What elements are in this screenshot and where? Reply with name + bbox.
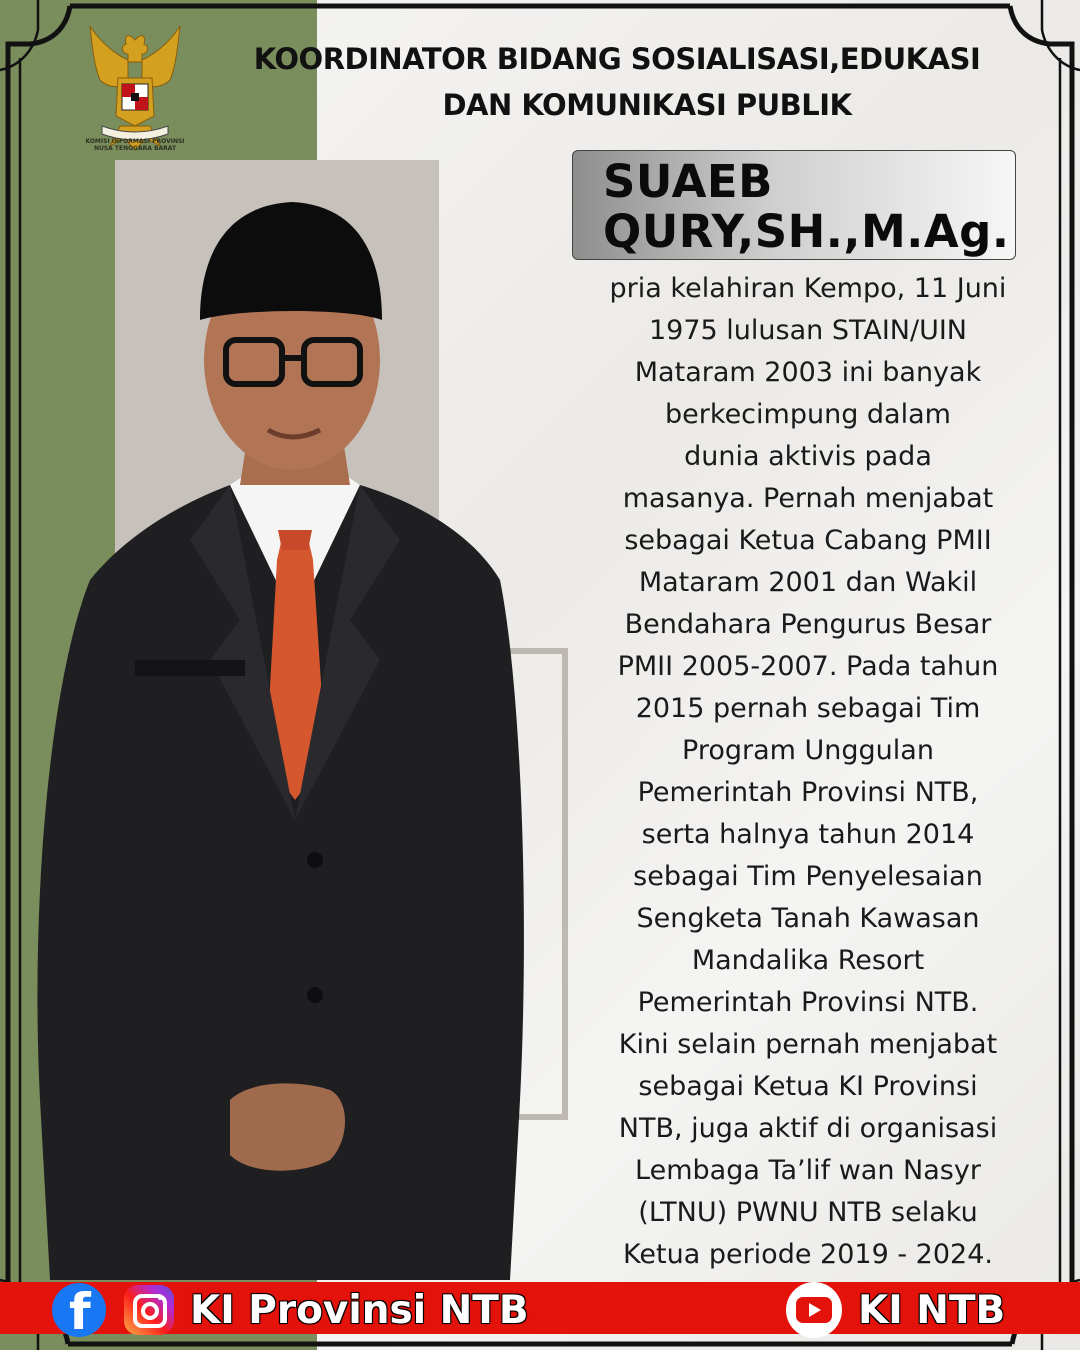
- portrait-photo: [30, 200, 550, 1280]
- bio-line: 1975 lulusan STAIN/UIN: [648, 315, 967, 346]
- emblem-caption: [70, 138, 200, 152]
- bio-line: Sengketa Tanah Kawasan: [636, 903, 980, 934]
- bio-line: berkecimpung dalam: [665, 399, 951, 430]
- bio-line: sebagai Ketua KI Provinsi: [638, 1071, 978, 1102]
- position-title-line1: KOORDINATOR BIDANG SOSIALISASI,EDUKASI: [253, 42, 981, 76]
- bio-line: 2015 pernah sebagai Tim: [635, 693, 981, 724]
- bio-line: sebagai Tim Penyelesaian: [633, 861, 983, 892]
- bio-line: Mandalika Resort: [691, 945, 925, 976]
- footer-youtube-group: [786, 1284, 1005, 1336]
- bio-line: serta halnya tahun 2014: [641, 819, 975, 850]
- biography-text: [596, 268, 1020, 1276]
- youtube-channel-label[interactable]: KI NTB: [858, 1287, 1006, 1333]
- name-box: [572, 150, 1016, 260]
- bio-line: Lembaga Ta’lif wan Nasyr: [635, 1155, 981, 1186]
- bio-line: NTB, juga aktif di organisasi: [618, 1113, 998, 1144]
- bio-line: Pemerintah Provinsi NTB,: [637, 777, 979, 808]
- name-line2: QURY,SH.,M.Ag.: [603, 205, 1010, 258]
- bio-line: sebagai Ketua Cabang PMII: [624, 525, 992, 556]
- footer-social-group: [52, 1283, 529, 1341]
- bio-line: Mataram 2001 dan Wakil: [638, 567, 978, 598]
- garuda-emblem-icon: [80, 22, 190, 157]
- bio-line: pria kelahiran Kempo, 11 Juni: [609, 273, 1007, 304]
- name-line1: SUAEB: [603, 155, 773, 208]
- bio-line: PMII 2005-2007. Pada tahun: [617, 651, 999, 682]
- youtube-icon[interactable]: [786, 1282, 842, 1338]
- bio-line: Program Unggulan: [682, 735, 934, 766]
- bio-line: (LTNU) PWNU NTB selaku: [638, 1197, 978, 1228]
- instagram-icon[interactable]: [124, 1285, 174, 1335]
- emblem-caption-line2: NUSA TENGGARA BARAT: [93, 145, 177, 152]
- bio-line: dunia aktivis pada: [684, 441, 932, 472]
- bio-line: Bendahara Pengurus Besar: [624, 609, 992, 640]
- facebook-icon[interactable]: f: [52, 1283, 106, 1337]
- position-title: [232, 36, 1002, 128]
- position-title-line2: DAN KOMUNIKASI PUBLIK: [442, 88, 852, 122]
- bio-line: Kini selain pernah menjabat: [618, 1029, 998, 1060]
- emblem-caption-line1: KOMISI INFORMASI PROVINSI: [85, 138, 185, 145]
- bio-line: masanya. Pernah menjabat: [622, 483, 994, 514]
- social-account-label[interactable]: KI Provinsi NTB: [190, 1287, 529, 1333]
- bio-line: Ketua periode 2019 - 2024.: [623, 1239, 993, 1270]
- bio-line: Mataram 2003 ini banyak: [634, 357, 982, 388]
- bio-line: Pemerintah Provinsi NTB.: [637, 987, 979, 1018]
